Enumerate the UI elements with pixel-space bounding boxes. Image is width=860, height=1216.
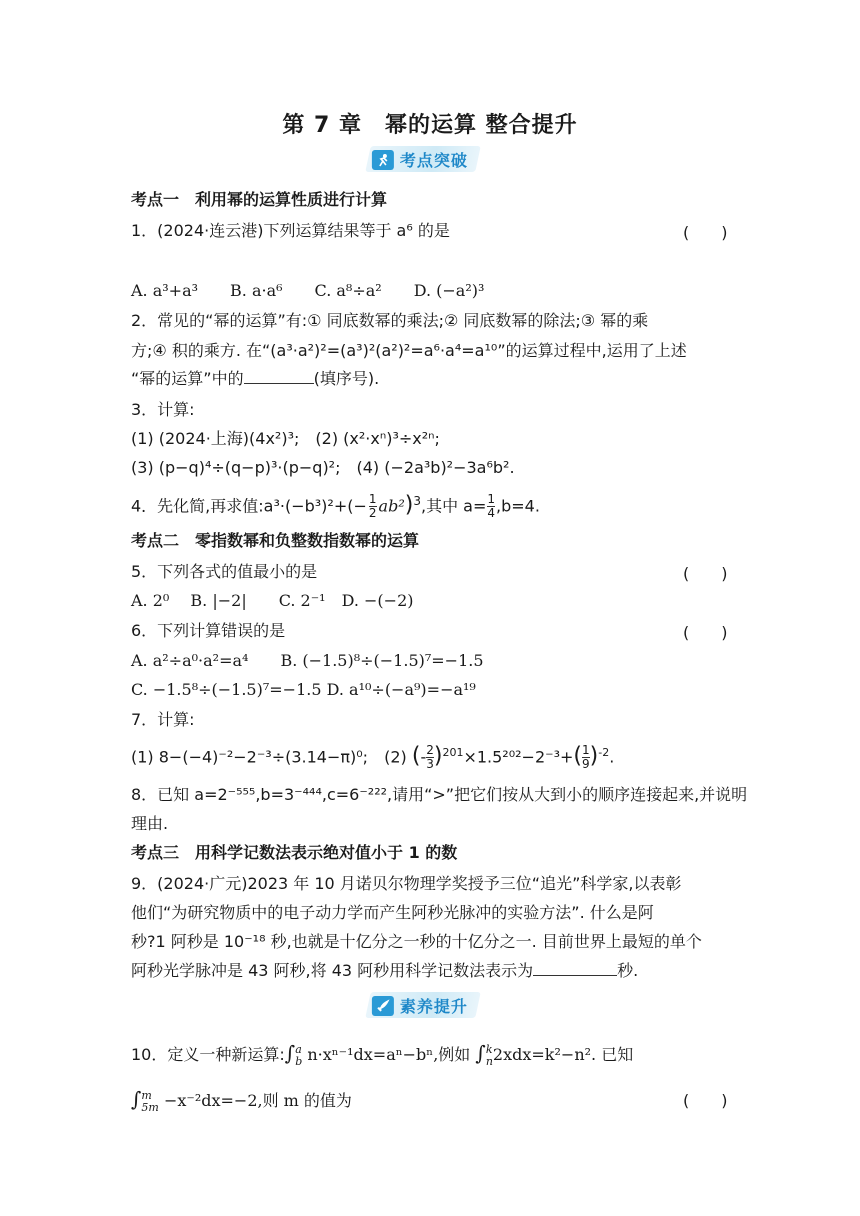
question-10-text-a: 10．定义一种新运算:	[131, 1045, 285, 1064]
question-1-stem: 1．(2024·连云港)下列运算结果等于 a⁶ 的是	[131, 221, 450, 240]
answer-blank-q9[interactable]	[533, 961, 617, 976]
answer-paren-q5: ( )	[683, 564, 728, 583]
section-heading-1: 考点一 利用幂的运算性质进行计算	[131, 190, 388, 209]
question-7-part-1: (1) 8−(−4)⁻²−2⁻³÷(3.14−π)⁰; (2)	[131, 747, 407, 767]
fraction-two-thirds	[426, 744, 434, 771]
question-9-text-a: 阿秒光学脉冲是 43 阿秒,将 43 阿秒用科学记数法表示为	[131, 961, 534, 980]
lower-limit: b	[295, 1054, 303, 1068]
question-7-middle: ×1.5²⁰²−2⁻³+	[463, 747, 574, 767]
answer-blank-q2[interactable]	[244, 369, 314, 384]
question-5-stem: 5．下列各式的值最小的是	[131, 562, 318, 581]
fraction-denominator: 3	[426, 757, 434, 772]
section-banner-literacy	[365, 992, 481, 1018]
question-3-line-2: (3) (p−q)⁴÷(q−p)³·(p−q)²; (4) (−2a³b)²−3a⁶b².	[131, 458, 515, 477]
banner-label: 考点突破	[400, 150, 469, 170]
question-5-options: A. 2⁰ B. |−2| C. 2⁻¹ D. −(−2)	[131, 591, 414, 610]
fraction-numerator: 1	[582, 743, 590, 758]
question-9-line-4	[131, 960, 638, 982]
question-8-line-2: 理由.	[131, 814, 169, 833]
question-3-stem: 3．计算:	[131, 400, 195, 419]
integral-sign: ∫	[475, 1041, 486, 1065]
answer-paren-q10: ( )	[683, 1091, 728, 1110]
question-8-line-1: 8．已知 a=2⁻⁵⁵⁵,b=3⁻⁴⁴⁴,c=6⁻²²²,请用“>”把它们按从大到小的顺序连接起来,并说明	[131, 785, 748, 804]
exponent-201: 201	[442, 746, 464, 759]
page-title: 第 7 章 幂的运算 整合提升	[282, 113, 578, 138]
banner-label: 素养提升	[400, 996, 469, 1016]
question-9-text-b: 秒.	[617, 961, 639, 980]
fraction-one-half	[369, 493, 377, 520]
question-10-line-1	[131, 1038, 633, 1070]
integral-limits	[486, 1044, 493, 1068]
upper-limit: a	[295, 1042, 302, 1056]
question-6-options-2: C. −1.5⁸÷(−1.5)⁷=−1.5 D. a¹⁰÷(−a⁹)=−a¹⁹	[131, 680, 476, 699]
question-10-text-d: −x⁻²dx=−2,则 m 的值为	[158, 1091, 352, 1110]
section-heading-3: 考点三 用科学记数法表示绝对值小于 1 的数	[131, 843, 458, 862]
question-3-line-1: (1) (2024·上海)(4x²)³; (2) (x²·xⁿ)³÷x²ⁿ;	[131, 429, 440, 448]
question-7-parts: (1) 8−(−4)⁻²−2⁻³÷(3.14−π)⁰; (2) (- $\frac{2}{3}$ )$^{201}$×1.5²⁰²−2⁻³+( $\frac{1}{9}$ )$^{-2}$.	[131, 743, 615, 772]
exponent-neg-2: -2	[598, 746, 610, 759]
fraction-denominator: 2	[368, 506, 377, 521]
integral-sign: ∫	[131, 1087, 142, 1111]
question-4-term: ab²	[378, 496, 405, 516]
question-7-end: .	[609, 747, 615, 767]
lower-limit: n	[485, 1054, 493, 1068]
question-2-text-b: (填序号).	[313, 369, 380, 388]
lower-limit: 5m	[141, 1100, 159, 1114]
question-4-exponent: 3	[413, 494, 421, 508]
question-6-stem: 6．下列计算错误的是	[131, 621, 286, 640]
question-9-line-1: 9．(2024·广元)2023 年 10 月诺贝尔物理学奖授予三位“追光”科学家,以表彰	[131, 874, 682, 893]
answer-paren-q1: ( )	[683, 223, 728, 242]
question-10-line-2	[131, 1084, 352, 1116]
rocket-icon	[372, 995, 394, 1015]
upper-limit: k	[485, 1042, 493, 1056]
answer-paren-q6: ( )	[683, 623, 728, 642]
section-banner-key-points	[365, 146, 481, 172]
question-4-text-d: ,b=4.	[496, 496, 540, 516]
question-2-line-1: 2．常见的“幂的运算”有:① 同底数幂的乘法;② 同底数幂的除法;③ 幂的乘	[131, 311, 649, 330]
question-2-line-3	[131, 368, 379, 390]
question-7-stem: 7．计算:	[131, 710, 195, 729]
question-10-text-c: 2xdx=k²−n². 已知	[492, 1045, 634, 1064]
question-2-text-a: “幂的运算”中的	[131, 369, 244, 388]
question-2-line-2: 方;④ 积的乘方. 在“(a³·a²)²=(a³)²(a²)²=a⁶·a⁴=a¹⁰”的运算过程中,运用了上述	[131, 341, 687, 360]
fraction-numerator: 2	[426, 743, 434, 758]
runner-icon	[372, 149, 394, 169]
integral-limits	[141, 1090, 158, 1114]
fraction-numerator: 1	[487, 492, 496, 507]
upper-limit: m	[141, 1088, 152, 1102]
section-heading-2: 考点二 零指数幂和负整数指数幂的运算	[131, 531, 420, 550]
question-4: 4．先化简,再求值:a³·(−b³)²+(− $\frac{1}{2}$ ab²)$^3$,其中 a= $\frac{1}{4}$ ,b=4.	[131, 492, 540, 521]
question-4-text-a: 4．先化简,再求值:a³·(−b³)²+(−	[131, 496, 367, 516]
question-1-options: A. a³+a³ B. a·a⁶ C. a⁸÷a² D. (−a²)³	[131, 281, 485, 300]
fraction-one-ninth	[582, 744, 590, 771]
fraction-numerator: 1	[368, 492, 377, 507]
fraction-denominator: 9	[582, 757, 590, 772]
fraction-one-quarter	[487, 493, 495, 520]
question-9-line-2: 他们“为研究物质中的电子动力学而产生阿秒光脉冲的实验方法”. 什么是阿	[131, 903, 654, 922]
fraction-denominator: 4	[487, 506, 496, 521]
question-9-line-3: 秒?1 阿秒是 10⁻¹⁸ 秒,也就是十亿分之一秒的十亿分之一. 目前世界上最短的单个	[131, 932, 702, 951]
integral-sign: ∫	[284, 1041, 296, 1065]
question-6-options-1: A. a²÷a⁰·a²=a⁴ B. (−1.5)⁸÷(−1.5)⁷=−1.5	[131, 651, 484, 670]
question-4-text-c: ,其中 a=	[420, 496, 487, 516]
question-10-text-b: n·xⁿ⁻¹dx=aⁿ−bⁿ,例如	[302, 1045, 476, 1064]
